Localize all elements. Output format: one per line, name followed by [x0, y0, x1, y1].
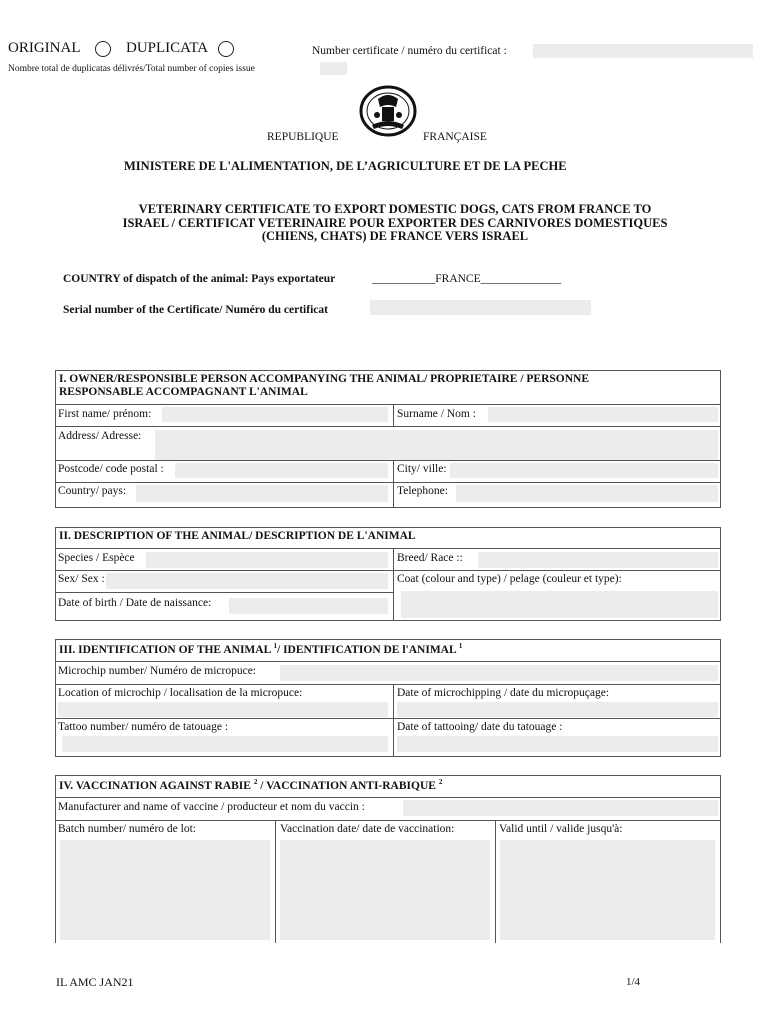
species-field[interactable] [146, 552, 388, 568]
sex-field[interactable] [106, 573, 388, 589]
tattoo-number-label: Tattoo number/ numéro de tatouage : [58, 721, 229, 733]
country-dispatch-label: COUNTRY of dispatch of the animal: Pays exportateur [63, 273, 336, 285]
microchip-number-label: Microchip number/ Numéro de micropuce: [58, 665, 256, 677]
date-of-birth-field[interactable] [229, 598, 388, 614]
microchip-number-field[interactable] [280, 665, 718, 681]
vaccination-title-part: / VACCINATION ANTI-RABIQUE [257, 779, 439, 792]
country-label: Country/ pays: [58, 485, 127, 497]
vaccination-date-field[interactable] [280, 840, 490, 940]
original-label: ORIGINAL [8, 40, 81, 56]
divider [55, 570, 721, 571]
number-certificate-field[interactable] [533, 44, 753, 58]
owner-section-title-line2: RESPONSABLE ACCOMPAGNANT L'ANIMAL [59, 386, 308, 398]
divider [55, 426, 721, 427]
divider [55, 482, 721, 483]
tattoo-date-field[interactable] [397, 736, 718, 752]
divider [55, 684, 721, 685]
first-name-label: First name/ prénom: [58, 408, 152, 420]
tattoo-date-label: Date of tattooing/ date du tatouage : [397, 721, 563, 733]
city-label: City/ ville: [397, 463, 447, 475]
divider [393, 460, 394, 508]
footer-code: IL AMC JAN21 [56, 975, 134, 989]
divider [393, 684, 394, 757]
certificate-title [40, 203, 750, 244]
surname-label: Surname / Nom : [397, 408, 476, 420]
francaise-label: FRANÇAISE [423, 131, 487, 143]
breed-field[interactable] [478, 552, 718, 568]
ministry-title: MINISTERE DE L'ALIMENTATION, DE L’AGRICULTURE ET DE LA PECHE [124, 159, 567, 173]
divider [55, 661, 721, 662]
telephone-label: Telephone: [397, 485, 448, 497]
certificate-title-line2: ISRAEL / CERTIFICAT VETERINAIRE POUR EXPORTER DES CARNIVORES DOMESTIQUES [122, 215, 668, 230]
valid-until-field[interactable] [500, 840, 715, 940]
certificate-title-line1: VETERINARY CERTIFICATE TO EXPORT DOMESTIC DOGS, CATS FROM FRANCE TO [138, 202, 652, 216]
divider [55, 820, 721, 821]
vaccination-title [59, 778, 442, 792]
serial-number-field[interactable] [370, 300, 591, 315]
divider [55, 592, 393, 593]
date-of-birth-label: Date of birth / Date de naissance: [58, 597, 212, 609]
divider [393, 548, 394, 621]
identification-title-part: / IDENTIFICATION DE l'ANIMAL [277, 643, 459, 656]
postcode-field[interactable] [175, 463, 388, 478]
animal-description-title: II. DESCRIPTION OF THE ANIMAL/ DESCRIPTION DE L'ANIMAL [59, 530, 416, 542]
divider [393, 404, 394, 426]
divider [495, 820, 496, 943]
duplicata-radio[interactable] [218, 41, 234, 57]
original-radio[interactable] [95, 41, 111, 57]
footnote-mark: 2 [438, 778, 443, 786]
copies-label: Nombre total de duplicatas délivrés/Total number of copies issue [8, 64, 255, 74]
vaccine-manufacturer-field[interactable] [403, 800, 718, 816]
footnote-mark: 1 [458, 642, 463, 650]
vaccination-date-label: Vaccination date/ date de vaccination: [280, 823, 455, 835]
copies-field[interactable] [320, 62, 347, 75]
divider [55, 460, 721, 461]
country-field[interactable] [136, 485, 388, 502]
vaccination-title-part: IV. VACCINATION AGAINST RABIE [59, 779, 254, 792]
divider [55, 797, 721, 798]
country-dispatch-value: ___________FRANCE______________ [372, 273, 562, 285]
identification-title [59, 642, 462, 656]
divider [275, 820, 276, 943]
footnote-mark: 1 [273, 642, 277, 650]
address-field[interactable] [155, 430, 718, 460]
microchip-location-label: Location of microchip / localisation de la micropuce: [58, 687, 303, 699]
address-label: Address/ Adresse: [58, 430, 142, 442]
first-name-field[interactable] [162, 407, 388, 422]
microchip-location-field[interactable] [58, 702, 388, 717]
footnote-mark: 2 [253, 778, 258, 786]
divider [55, 718, 721, 719]
divider [55, 548, 721, 549]
valid-until-label: Valid until / valide jusqu'à: [499, 823, 623, 835]
batch-number-field[interactable] [60, 840, 270, 940]
postcode-label: Postcode/ code postal : [58, 463, 164, 475]
coat-field[interactable] [401, 591, 718, 618]
tattoo-number-field[interactable] [62, 736, 388, 752]
certificate-title-line3: (CHIENS, CHATS) DE FRANCE VERS ISRAEL [261, 229, 529, 243]
surname-field[interactable] [488, 407, 718, 422]
microchip-date-field[interactable] [397, 702, 718, 717]
telephone-field[interactable] [456, 485, 718, 502]
page-number: 1/4 [626, 976, 641, 988]
sex-label: Sex/ Sex : [58, 573, 105, 585]
coat-label: Coat (colour and type) / pelage (couleur et type): [397, 573, 622, 585]
microchip-date-label: Date of microchipping / date du micropuçage: [397, 687, 610, 699]
vaccine-manufacturer-label: Manufacturer and name of vaccine / producteur et nom du vaccin : [58, 801, 365, 813]
republique-label: REPUBLIQUE [267, 131, 339, 143]
batch-number-label: Batch number/ numéro de lot: [58, 823, 196, 835]
number-certificate-label: Number certificate / numéro du certificat : [312, 45, 507, 57]
marianne-emblem-icon [358, 85, 418, 137]
species-label: Species / Espèce [58, 552, 135, 564]
duplicata-label: DUPLICATA [126, 40, 209, 56]
serial-number-label: Serial number of the Certificate/ Numéro du certificat [63, 304, 328, 316]
breed-label: Breed/ Race :: [397, 552, 463, 564]
divider [55, 404, 721, 405]
owner-section-title-line1: I. OWNER/RESPONSIBLE PERSON ACCOMPANYING THE ANIMAL/ PROPRIETAIRE / PERSONNE [59, 373, 590, 385]
city-field[interactable] [450, 463, 718, 478]
identification-title-part: III. IDENTIFICATION OF THE ANIMAL [59, 643, 274, 656]
